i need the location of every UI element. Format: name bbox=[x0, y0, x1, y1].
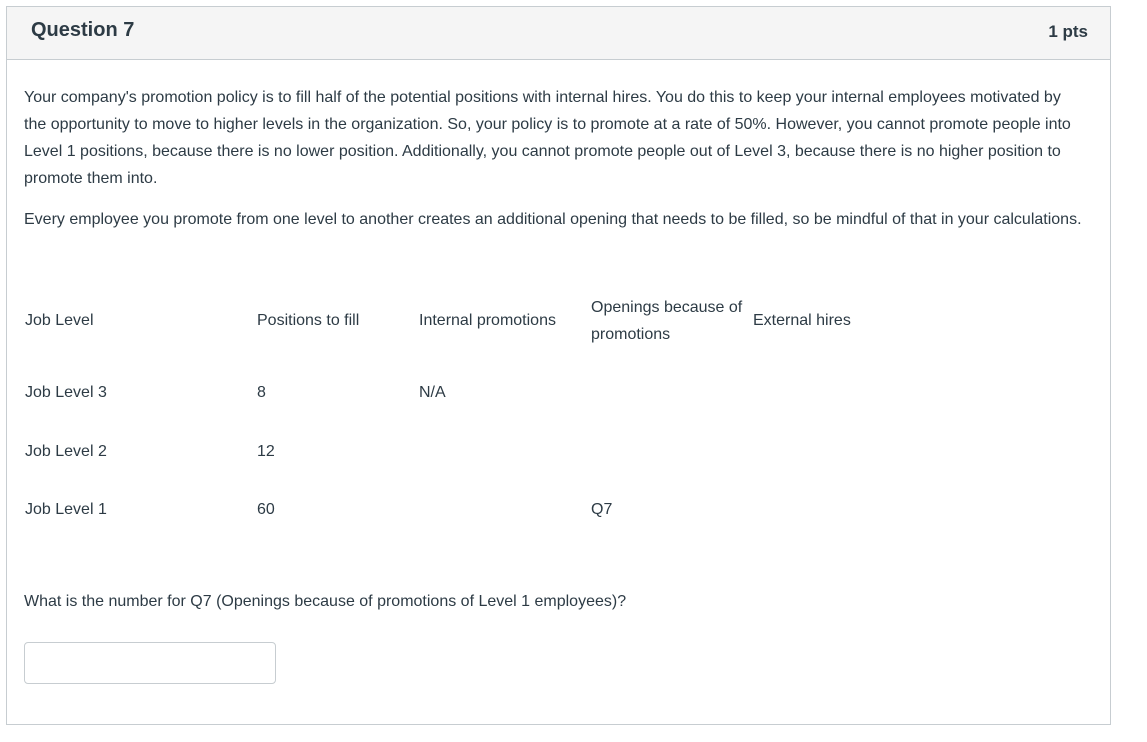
question-title: Question 7 bbox=[31, 19, 135, 41]
row-level1-positions: 60 bbox=[257, 501, 275, 518]
question-paragraph-1: Your company's promotion policy is to fill half of the potential positions with internal hires. You do this to keep your internal employees motivated by the opportunity to move to higher levels in the organization. So, your policy is to promote at a rate of 50%. However, you cannot promote people into Level 1 positions, because there is no lower position. Additionally, you cannot promote people out of Level 3, because there is no higher position to promote them into. bbox=[24, 89, 1071, 187]
row-level2-positions: 12 bbox=[257, 443, 275, 460]
question-paragraph-2: Every employee you promote from one level to another creates an additional opening that needs to be filled, so be mindful of that in your calculations. bbox=[24, 211, 1082, 228]
header-positions: Positions to fill bbox=[257, 312, 360, 329]
row-level1-job-level: Job Level 1 bbox=[25, 501, 107, 518]
header-external: External hires bbox=[753, 312, 851, 329]
answer-input[interactable] bbox=[24, 642, 276, 684]
header-openings: Openings because of promotions bbox=[591, 299, 743, 343]
row-level2-job-level: Job Level 2 bbox=[25, 443, 107, 460]
row-level3-positions: 8 bbox=[257, 384, 266, 401]
question-header bbox=[7, 7, 1110, 60]
row-level3-internal: N/A bbox=[419, 384, 446, 401]
question-points: 1 pts bbox=[1048, 22, 1088, 41]
header-internal: Internal promotions bbox=[419, 312, 556, 329]
header-job-level: Job Level bbox=[25, 312, 94, 329]
answer-prompt: What is the number for Q7 (Openings because of promotions of Level 1 employees)? bbox=[24, 593, 627, 610]
row-level1-openings: Q7 bbox=[591, 501, 613, 518]
question-text bbox=[24, 84, 1086, 247]
row-level3-job-level: Job Level 3 bbox=[25, 384, 107, 401]
